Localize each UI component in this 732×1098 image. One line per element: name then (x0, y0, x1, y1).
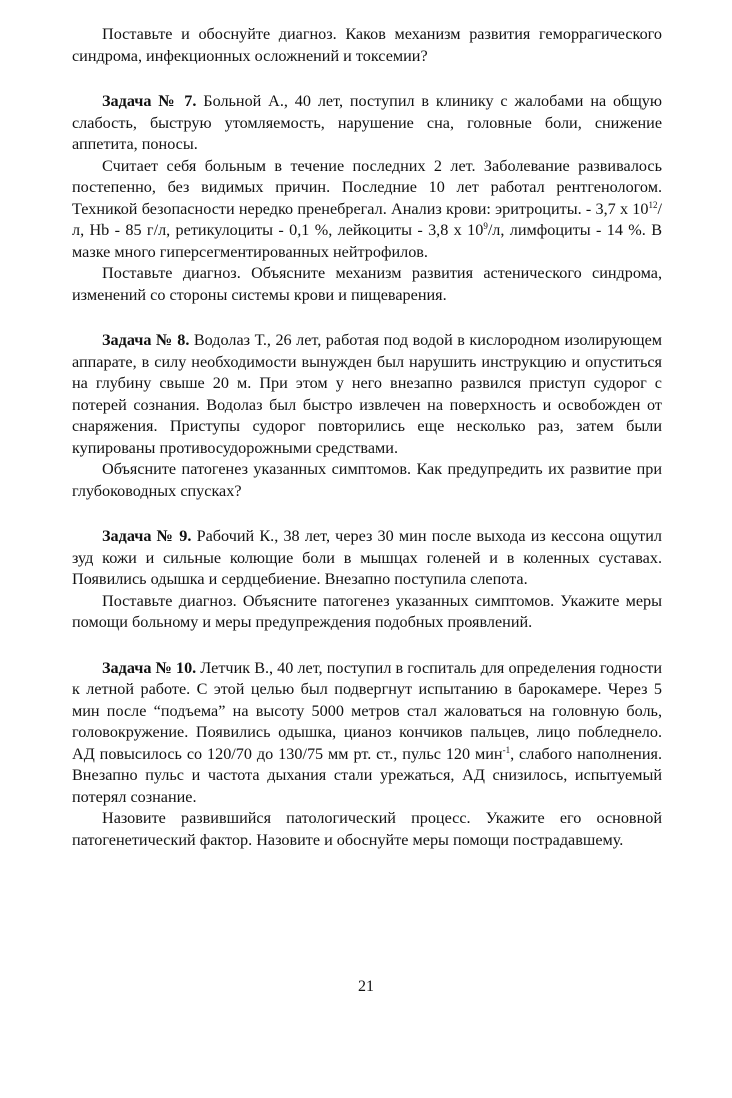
task-10-paragraph-2: Назовите развившийся патологический процесс. Укажите его основной патогенетический фактор. Назовите и обоснуйте меры помощи пострадавшему. (72, 809, 662, 849)
task-10-text-1b: , слабого наполнения. Внезапно пульс и частота дыхания стали урежаться, АД снизилось, испытуемый потерял сознание. (72, 744, 663, 806)
task-10-text-1a: Летчик В., 40 лет, поступил в госпиталь для определения годности к летной работе. С этой целью был подвергнут испытанию в барокамере. Через 5 мин после “подъема” на высоту 5000 метров стал жаловаться на головную боль, головокружение. Появились одышка, цианоз кончиков пальцев, лицо побледнело. АД повысилось со 120/70 до 130/75 мм рт. ст., пульс 120 мин (72, 658, 663, 763)
task-7-paragraph-2 (72, 156, 662, 264)
document-page (72, 24, 662, 851)
task-10-sup: -1 (502, 744, 511, 755)
task-7-paragraph-3: Поставьте диагноз. Объясните механизм развития астенического синдрома, изменений со стороны системы крови и пищеварения. (72, 264, 662, 304)
task-9-paragraph-2: Поставьте диагноз. Объясните патогенез указанных симптомов. Укажите меры помощи больному и меры предупреждения подобных проявлений. (72, 591, 662, 631)
task-9-label: Задача № 9. (102, 527, 192, 545)
intro-question: Поставьте и обоснуйте диагноз. Каков механизм развития геморрагического синдрома, инфекционных осложнений и токсемии? (72, 25, 662, 65)
task-7-text-2b: /л, Hb - 85 г/л, ретикулоциты - 0,1 %, лейкоциты - 3,8 х 10 (72, 199, 662, 239)
task-8-label: Задача № 8. (102, 331, 190, 349)
task-7-paragraph-1 (72, 91, 662, 156)
intro-block (72, 24, 662, 67)
task-7-text-2a: Считает себя больным в течение последних 2 лет. Заболевание развивалось постепенно, без видимых причин. Последние 10 лет работал рентгенологом. Техникой безопасности нередко пренебрегал. Анализ крови: эритроциты. - 3,7 х 10 (72, 156, 662, 218)
task-7-sup-2: 9 (483, 221, 488, 231)
task-9-text-1: Рабочий К., 38 лет, через 30 мин после выхода из кессона ощутил зуд кожи и сильные колющие боли в мышцах голеней и в коленных суставах. Появились одышка и сердцебиение. Внезапно поступила слепота. (72, 527, 662, 588)
page-number: 21 (358, 978, 374, 995)
task-9 (72, 526, 662, 634)
task-7-text-2c: /л, лимфоциты - 14 %. В мазке много гиперсегментированных нейтрофилов. (72, 221, 662, 261)
task-7-label: Задача № 7. (102, 92, 197, 110)
task-8-text-1: Водолаз Т., 26 лет, работая под водой в кислородном изолирующем аппарате, в силу необходимости вынужден был нарушить инструкцию и опуститься на глубину свыше 20 м. При этом у него внезапно развился приступ судорог с потерей сознания. Водолаз был быстро извлечен на поверхность и освобожден от снаряжения. Приступы судорог повторились еще несколько раз, затем были купированы противосудорожными средствами. (72, 331, 663, 457)
task-8 (72, 330, 662, 502)
task-8-paragraph-2: Объясните патогенез указанных симптомов. Как предупредить их развитие при глубоководных спусках? (72, 460, 662, 500)
task-10 (72, 658, 662, 852)
task-7-sup-1: 12 (648, 199, 658, 210)
task-7 (72, 91, 662, 306)
task-10-paragraph-1 (72, 658, 662, 809)
task-10-label: Задача № 10. (102, 658, 197, 677)
task-9-paragraph-1 (72, 526, 662, 591)
task-7-text-1: Больной А., 40 лет, поступил в клинику с жалобами на общую слабость, быструю утомляемость, нарушение сна, головные боли, снижение аппетита, поносы. (72, 92, 662, 153)
task-8-paragraph-1 (72, 330, 662, 459)
